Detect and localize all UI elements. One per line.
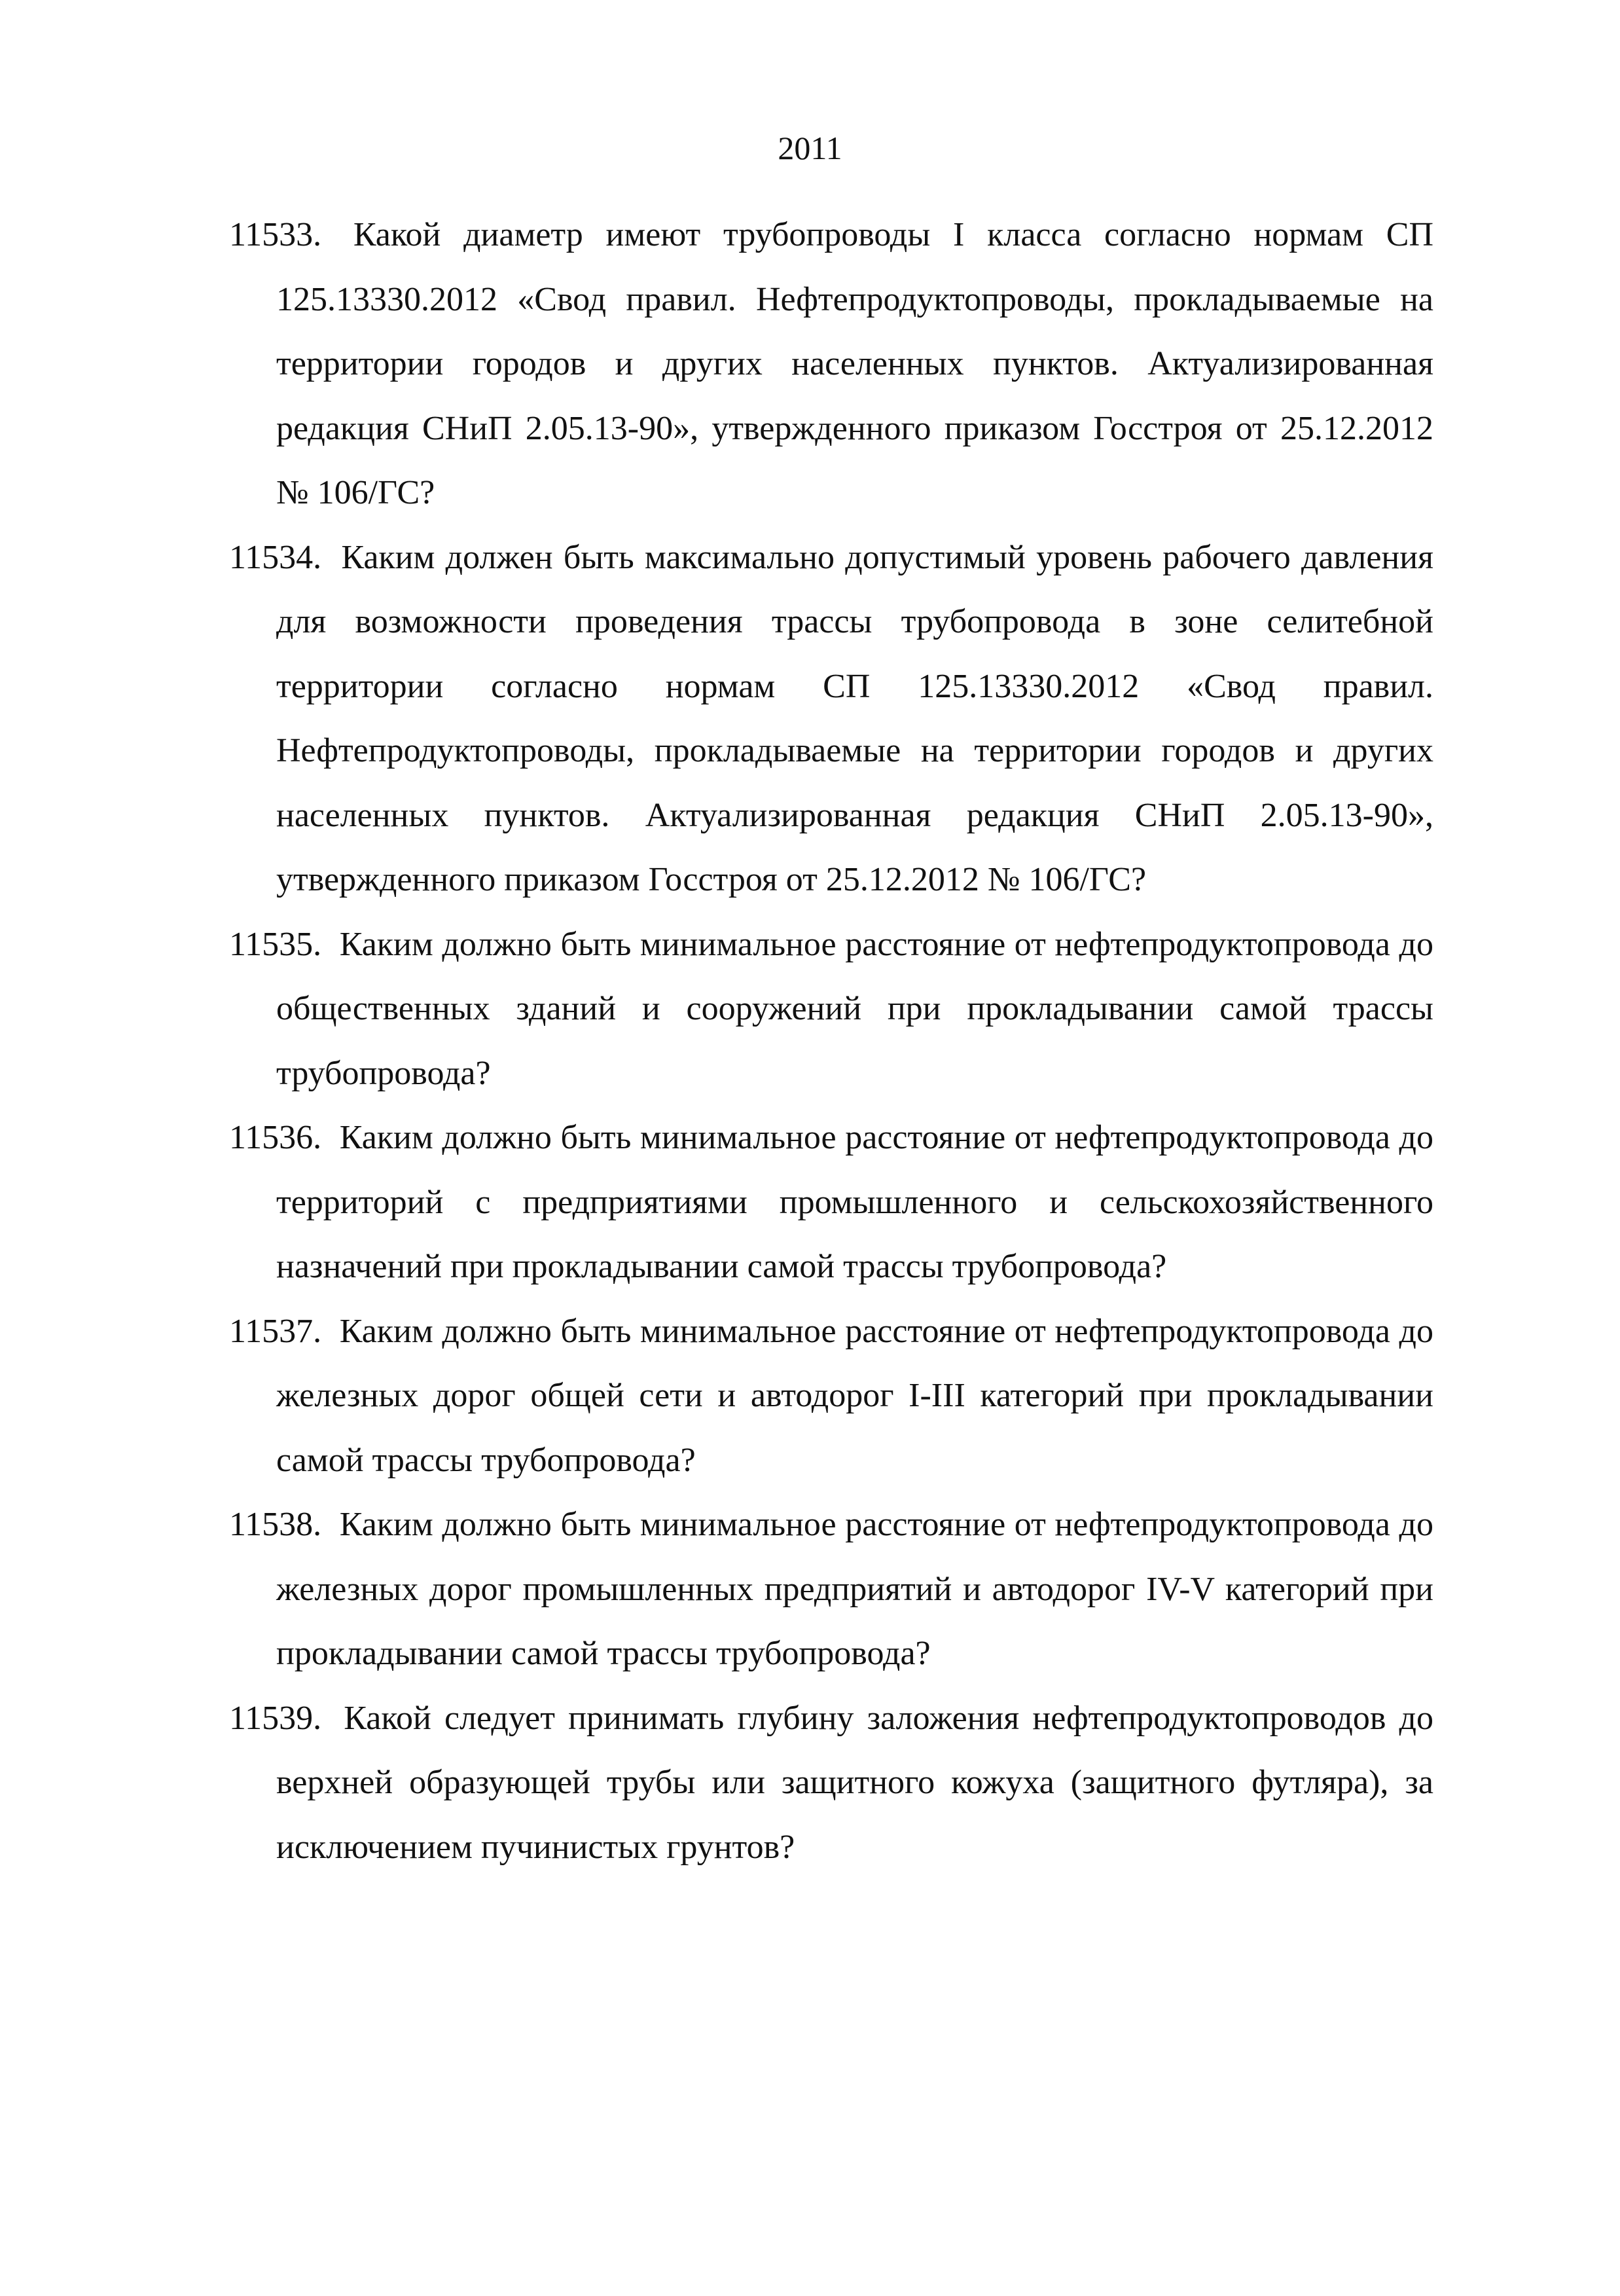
question-item	[229, 203, 1433, 526]
page-number: 2011	[778, 130, 842, 166]
question-number: 11534.	[229, 538, 322, 576]
question-item	[229, 1686, 1433, 1880]
question-number: 11535.	[229, 925, 322, 963]
question-text: Какой диаметр имеют трубопроводы I класса согласно нормам СП 125.13330.2012 «Свод правил. Нефтепродуктопроводы, прокладываемые на территории городов и других населенных пунктов. Актуализированная редакция СНиП 2.05.13-90», утвержденного приказом Госстроя от 25.12.2012 № 106/ГС?	[276, 216, 1433, 511]
question-item	[229, 913, 1433, 1106]
question-text: Каким должен быть максимально допустимый уровень рабочего давления для возможности проведения трассы трубопровода в зоне селитебной территории согласно нормам СП 125.13330.2012 «Свод правил. Нефтепродуктопроводы, прокладываемые на территории городов и других населенных пунктов. Актуализированная редакция СНиП 2.05.13-90», утвержденного приказом Госстроя от 25.12.2012 № 106/ГС?	[276, 538, 1433, 898]
question-item	[229, 1493, 1433, 1686]
question-text: Каким должно быть минимальное расстояние от нефтепродуктопровода до территорий с предприятиями промышленного и сельскохозяйственного назначений при прокладывании самой трассы трубопровода?	[276, 1119, 1434, 1285]
question-number: 11536.	[229, 1119, 322, 1156]
question-item	[229, 1300, 1433, 1493]
question-text: Какой следует принимать глубину заложения нефтепродуктопроводов до верхней образующей трубы или защитного кожуха (защитного футляра), за исключением пучинистых грунтов?	[276, 1699, 1434, 1866]
question-text: Каким должно быть минимальное расстояние от нефтепродуктопровода до общественных зданий и сооружений при прокладывании самой трассы трубопровода?	[276, 925, 1434, 1092]
question-number: 11539.	[229, 1699, 322, 1737]
question-text: Каким должно быть минимальное расстояние от нефтепродуктопровода до железных дорог промышленных предприятий и автодорог IV-V категорий при прокладывании самой трассы трубопровода?	[276, 1506, 1434, 1672]
question-text: Каким должно быть минимальное расстояние от нефтепродуктопровода до железных дорог общей сети и автодорог I-III категорий при прокладывании самой трассы трубопровода?	[276, 1312, 1434, 1479]
question-number: 11533.	[229, 216, 322, 253]
question-item	[229, 526, 1433, 913]
question-list	[229, 203, 1433, 1880]
question-item	[229, 1106, 1433, 1300]
question-number: 11537.	[229, 1312, 322, 1350]
question-number: 11538.	[229, 1506, 322, 1543]
